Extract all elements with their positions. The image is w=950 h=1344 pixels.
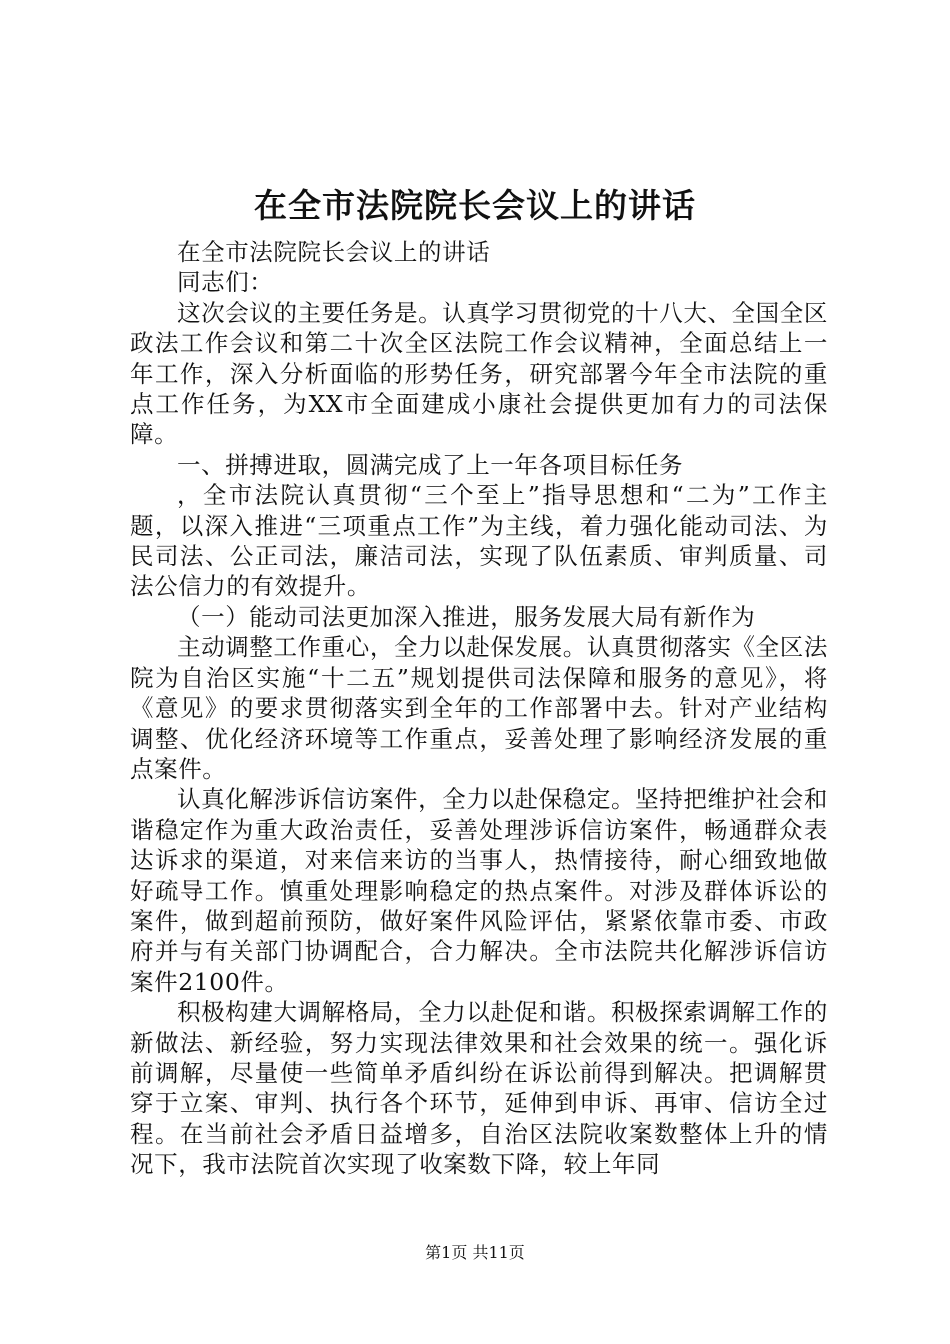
body-paragraph: 积极构建大调解格局，全力以赴促和谐。积极探索调解工作的新做法、新经验，努力实现法律效果和社会效果的统一。强化诉前调解，尽量使一些简单矛盾纠纷在诉讼前得到解决。把调解贯穿于立案、审判、执行各个环节，延伸到申诉、再审、信访全过程。在当前社会矛盾日益增多，自治区法院收案数整体上升的情况下，我市法院首次实现了收案数下降，较上年同 xyxy=(130,998,828,1179)
section-heading: 一、拼搏进取，圆满完成了上一年各项目标任务 xyxy=(177,450,684,479)
subtitle-paragraph: 在全市法院院长会议上的讲话 xyxy=(177,238,491,266)
salutation-paragraph: 同志们： xyxy=(177,268,274,297)
document-title: 在全市法院院长会议上的讲话 xyxy=(254,186,696,225)
document-body xyxy=(130,237,828,1180)
body-paragraph: ，全市法院认真贯彻“三个至上”指导思想和“二为”工作主题，以深入推进“三项重点工作”为主线，着力强化能动司法、为民司法、公正司法，廉洁司法，实现了队伍素质、审判质量、司法公信力的有效提升。 xyxy=(130,481,828,601)
subsection-heading: （一）能动司法更加深入推进，服务发展大局有新作为 xyxy=(177,602,756,631)
body-paragraph: 主动调整工作重心，全力以赴保发展。认真贯彻落实《全区法院为自治区实施“十二五”规划提供司法保障和服务的意见》，将《意见》的要求贯彻落实到全年的工作部署中去。针对产业结构调整、优化经济环境等工作重点，妥善处理了影响经济发展的重点案件。 xyxy=(130,633,828,783)
body-paragraph: 这次会议的主要任务是。认真学习贯彻党的十八大、全国全区政法工作会议和第二十次全区法院工作会议精神，全面总结上一年工作，深入分析面临的形势任务，研究部署今年全市法院的重点工作任务，为XX市全面建成小康社会提供更加有力的司法保障。 xyxy=(130,298,828,449)
page-number-footer: 第1页 共11页 xyxy=(425,1243,525,1262)
body-paragraph: 认真化解涉诉信访案件，全力以赴保稳定。坚持把维护社会和谐稳定作为重大政治责任，妥善处理涉诉信访案件，畅通群众表达诉求的渠道，对来信来访的当事人，热情接待，耐心细致地做好疏导工作。慎重处理影响稳定的热点案件。对涉及群体诉讼的案件，做到超前预防，做好案件风险评估，紧紧依靠市委、市政府并与有关部门协调配合，合力解决。全市法院共化解涉诉信访案件2100件。 xyxy=(130,785,828,996)
